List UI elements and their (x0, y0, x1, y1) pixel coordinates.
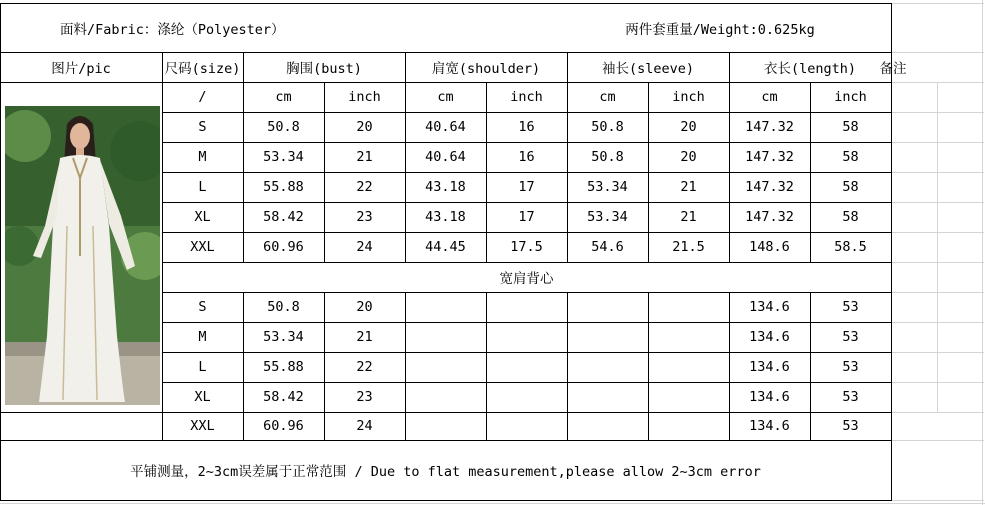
sheet-gridline (937, 82, 938, 412)
unit-cell: inch (510, 89, 543, 105)
table-cell (648, 412, 729, 440)
table-cell: 17 (518, 209, 535, 225)
table-cell: 21 (680, 209, 697, 225)
sheet-gridline (892, 3, 984, 4)
size-label: M (198, 329, 207, 345)
fabric-label: 面料/Fabric：涤纶（Polyester） (60, 21, 285, 38)
table-cell: 58 (842, 149, 859, 165)
size-label: S (198, 119, 207, 135)
table-cell: 40.64 (425, 119, 466, 135)
table-cell: 17 (518, 179, 535, 195)
table-cell: 134.6 (749, 418, 790, 434)
table-cell (405, 322, 486, 352)
sheet-gridline (892, 322, 984, 323)
table-cell (567, 292, 648, 322)
table-cell: 50.8 (591, 119, 624, 135)
table-cell: 60.96 (263, 418, 304, 434)
size-label: L (198, 359, 207, 375)
table-cell: 21 (680, 179, 697, 195)
table-cell: 20 (680, 119, 697, 135)
unit-cell: inch (672, 89, 705, 105)
table-cell (486, 412, 567, 440)
table-cell: 23 (356, 209, 373, 225)
unit-cell: inch (834, 89, 867, 105)
table-cell (648, 292, 729, 322)
sheet-gridline (892, 440, 984, 441)
table-cell: 43.18 (425, 179, 466, 195)
table-cell: 50.8 (267, 299, 300, 315)
table-cell: 58 (842, 119, 859, 135)
table-cell: 60.96 (263, 239, 304, 255)
table-cell (567, 382, 648, 412)
size-label: L (198, 179, 207, 195)
table-cell: 53 (842, 418, 859, 434)
model-photo (5, 106, 160, 405)
table-cell (486, 292, 567, 322)
table-cell: 58.42 (263, 209, 304, 225)
table-cell: 53.34 (263, 149, 304, 165)
unit-cell: inch (348, 89, 381, 105)
table-cell: 20 (356, 299, 373, 315)
table-cell: 24 (356, 418, 373, 434)
table-cell (567, 322, 648, 352)
table-cell: 50.8 (591, 149, 624, 165)
table-cell: 17.5 (510, 239, 543, 255)
table-cell: 22 (356, 179, 373, 195)
size-label: XL (194, 209, 211, 225)
column-header-pic: 图片/pic (51, 61, 111, 77)
weight-label: 两件套重量/Weight:0.625kg (625, 21, 815, 38)
table-cell (486, 352, 567, 382)
table-cell: 53 (842, 329, 859, 345)
table-cell: 44.45 (425, 239, 466, 255)
table-cell: 58 (842, 209, 859, 225)
table-cell: 40.64 (425, 149, 466, 165)
table-cell: 54.6 (591, 239, 624, 255)
sheet-gridline (892, 142, 984, 143)
column-header-size: 尺码(size) (164, 61, 241, 77)
table-cell: 22 (356, 359, 373, 375)
table-cell (405, 292, 486, 322)
unit-cell: cm (275, 89, 292, 105)
table-cell: 58.42 (263, 389, 304, 405)
table-cell: 20 (356, 119, 373, 135)
table-cell (486, 382, 567, 412)
sheet-gridline (892, 292, 984, 293)
size-label: M (198, 149, 207, 165)
column-header-sleeve: 袖长(sleeve) (601, 61, 695, 77)
sheet-gridline (892, 382, 984, 383)
section-title-vest: 宽肩背心 (499, 271, 554, 287)
table-cell (648, 382, 729, 412)
table-cell: 134.6 (749, 299, 790, 315)
table-cell: 147.32 (745, 149, 794, 165)
table-cell: 24 (356, 239, 373, 255)
table-cell: 23 (356, 389, 373, 405)
table-cell: 53.34 (587, 179, 628, 195)
sheet-gridline (892, 412, 984, 413)
table-bottom-border (0, 500, 892, 501)
sheet-gridline (892, 352, 984, 353)
size-label: XL (194, 389, 211, 405)
table-cell (648, 352, 729, 382)
unit-cell: cm (437, 89, 454, 105)
table-cell (567, 352, 648, 382)
table-cell: 147.32 (745, 179, 794, 195)
column-header-shoulder: 肩宽(shoulder) (431, 61, 541, 77)
table-cell (405, 352, 486, 382)
table-cell: 53 (842, 299, 859, 315)
footer-note: 平铺测量，2~3cm误差属于正常范围 / Due to flat measurement,please allow 2~3cm error (130, 464, 761, 480)
table-cell: 21.5 (672, 239, 705, 255)
sheet-gridline (892, 172, 984, 173)
table-cell: 53 (842, 389, 859, 405)
table-cell: 43.18 (425, 209, 466, 225)
column-header-note: 备注 (879, 61, 907, 77)
table-cell: 134.6 (749, 359, 790, 375)
table-cell (486, 322, 567, 352)
table-cell: 53 (842, 359, 859, 375)
table-cell: 134.6 (749, 329, 790, 345)
table-cell: 21 (356, 329, 373, 345)
table-cell: 58.5 (834, 239, 867, 255)
table-cell: 21 (356, 149, 373, 165)
table-cell: 53.34 (263, 329, 304, 345)
sheet-gridline (892, 82, 984, 83)
sheet-gridline (892, 232, 984, 233)
table-cell: 50.8 (267, 119, 300, 135)
face (70, 123, 90, 149)
unit-cell: cm (599, 89, 616, 105)
table-cell: 134.6 (749, 389, 790, 405)
column-header-length: 衣长(length) (763, 61, 857, 77)
model-photo-icon (5, 106, 160, 405)
table-cell: 58 (842, 179, 859, 195)
table-cell: 55.88 (263, 179, 304, 195)
table-cell: 53.34 (587, 209, 628, 225)
pic-cell-line (0, 412, 163, 413)
sheet-gridline (892, 202, 984, 203)
table-cell: 147.32 (745, 119, 794, 135)
unit-cell: / (198, 89, 207, 105)
table-cell: 20 (680, 149, 697, 165)
column-header-bust: 胸围(bust) (286, 61, 362, 77)
table-cell (405, 412, 486, 440)
table-cell (648, 322, 729, 352)
size-label: S (198, 299, 207, 315)
unit-cell: cm (761, 89, 778, 105)
table-cell: 16 (518, 149, 535, 165)
table-cell (405, 382, 486, 412)
table-cell: 147.32 (745, 209, 794, 225)
sheet-gridline (892, 112, 984, 113)
table-cell: 148.6 (749, 239, 790, 255)
sheet-gridline (0, 503, 985, 504)
sheet-gridline (892, 262, 984, 263)
size-label: XXL (190, 239, 215, 255)
size-label: XXL (190, 418, 215, 434)
sheet-gridline (892, 500, 984, 501)
table-cell (567, 412, 648, 440)
table-cell: 55.88 (263, 359, 304, 375)
table-cell: 16 (518, 119, 535, 135)
